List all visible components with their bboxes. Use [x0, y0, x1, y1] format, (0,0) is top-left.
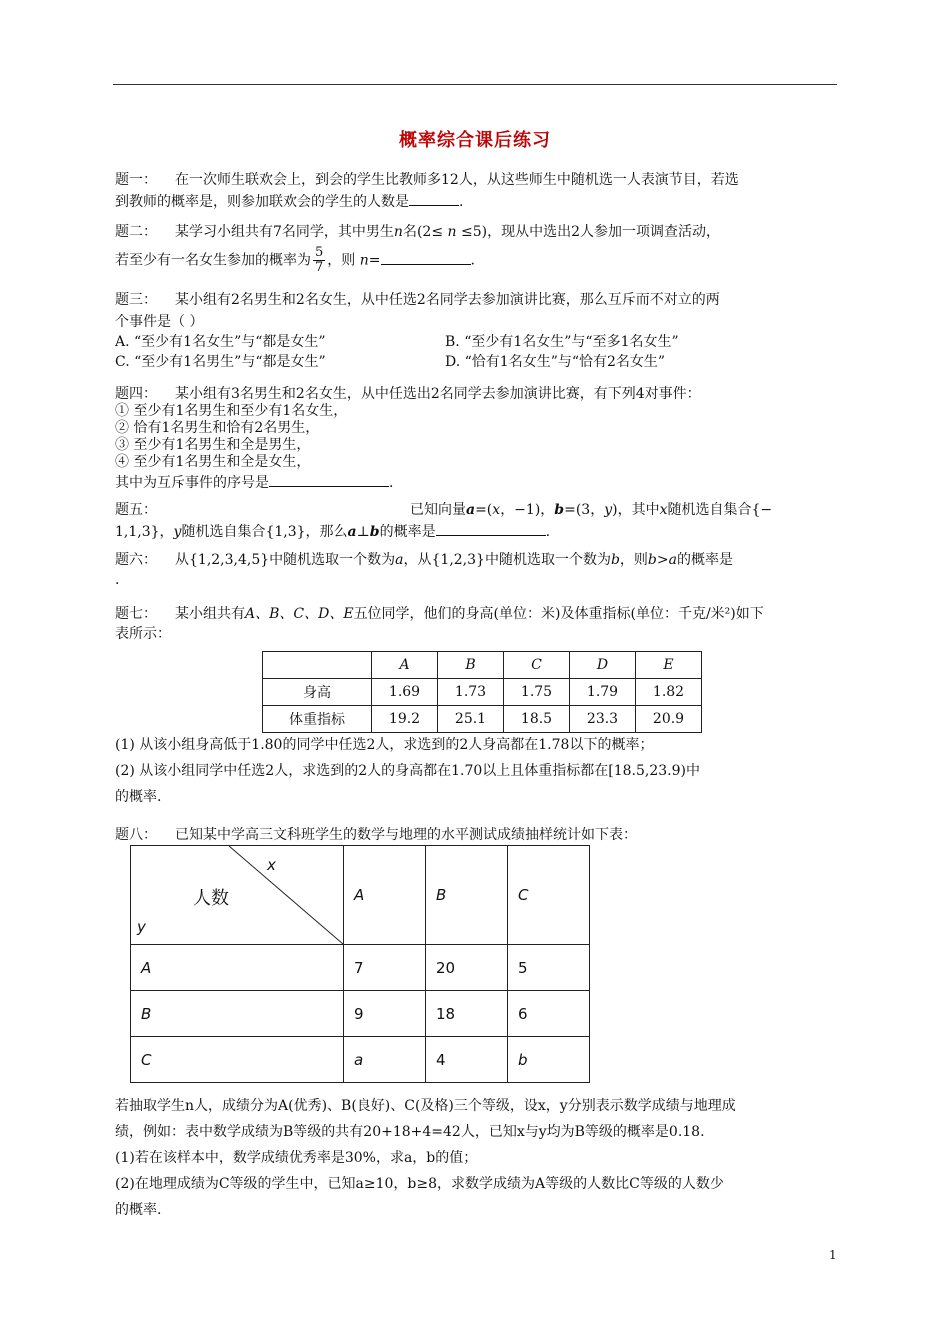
table-header-row [131, 846, 590, 945]
row-header: A [131, 945, 344, 991]
question-label: 题四： [115, 386, 157, 402]
question-label: 题二： [115, 224, 157, 240]
table-row [131, 1037, 590, 1083]
header-rule [113, 84, 837, 85]
diagonal-corner-cell: x 人数 y [131, 846, 344, 945]
list-item: ② 恰有1名男生和恰有2名男生， [115, 420, 320, 436]
table-cell: 25.1 [438, 706, 504, 733]
q1-line1: 在一次师生联欢会上，到会的学生比教师多12人，从这些师生中随机选一人表演节目，若选 [175, 172, 739, 188]
table-cell: 4 [426, 1037, 508, 1083]
part-2: (2)在地理成绩为C等级的学生中，已知a≥10，b≥8，求数学成绩为A等级的人数比C等级的人数少 [115, 1176, 724, 1192]
table-row [131, 945, 590, 991]
option-c: C. “至少有1名男生”与“都是女生” [115, 354, 326, 370]
table-cell: 18 [426, 991, 508, 1037]
question-label: 题一： [115, 172, 157, 188]
answer-blank [436, 520, 546, 536]
question-label: 题六： [115, 552, 157, 568]
part-1: (1) 从该小组身高低于1.80的同学中任选2人，求选到的2人身高都在1.78以下的概率； [115, 737, 654, 753]
option-d: D. “恰有1名女生”与“恰有2名女生” [445, 354, 666, 370]
table-header-row [263, 652, 702, 679]
table-cell: b [508, 1037, 590, 1083]
q1-line2: 到教师的概率是，则参加联欢会的学生的人数是 [115, 194, 409, 210]
option-a: A. “至少有1名女生”与“都是女生” [115, 334, 326, 350]
question-label: 题五： [115, 502, 157, 518]
table-row [131, 991, 590, 1037]
table-cell: 6 [508, 991, 590, 1037]
table-cell: 19.2 [372, 706, 438, 733]
table-cell: 1.69 [372, 679, 438, 706]
diagonal-line [131, 846, 343, 944]
answer-blank [381, 249, 471, 265]
table-header: C [508, 846, 590, 945]
list-item: ③ 至少有1名男生和全是男生， [115, 437, 311, 453]
question-8-text: 若抽取学生n人，成绩分为A(优秀)、B(良好)、C(及格)三个等级，设x，y分别表示数学成绩与地理成 绩，例如：表中数学成绩为B等级的共有20+18+4=42人，已知x与y均为B等级的概率是0.18. (1)若在该样本中，数学成绩优秀率是30%，求a，b的值； (2)在地理成绩为C等级的学生中，已知a≥10，b≥8，求数学成绩为A等级的人数比C等级的人数少 的概率. [115, 1098, 736, 1218]
table-cell: 9 [344, 991, 426, 1037]
table-cell: 体重指标 [263, 706, 372, 733]
table-cell: 1.82 [636, 679, 702, 706]
table-cell: 20.9 [636, 706, 702, 733]
option-b: B. “至少有1名女生”与“至多1名女生” [445, 334, 679, 350]
table-header: A [344, 846, 426, 945]
question-5: 题五： 已知向量a=(x，−1)，b=(3，y)，其中x随机选自集合{− 1,1,3}，y随机选自集合{1,3}，那么a⊥b的概率是 . [115, 502, 773, 540]
table-cell: a [344, 1037, 426, 1083]
table-cell: 7 [344, 945, 426, 991]
answer-blank [409, 190, 459, 206]
question-1: 题一： 在一次师生联欢会上，到会的学生比教师多12人，从这些师生中随机选一人表演节目，若选 到教师的概率是，则参加联欢会的学生的人数是 . [115, 172, 739, 210]
question-label: 题八： [115, 827, 157, 843]
list-item: ① 至少有1名男生和至少有1名女生， [115, 403, 348, 419]
question-7: 题七： 某小组共有A、B、C、D、E五位同学，他们的身高(单位：米)及体重指标(单位：千克/米²)如下 表所示： [115, 606, 764, 642]
question-6: 题六： 从{1,2,3,4,5}中随机选取一个数为a，从{1,2,3}中随机选取一个数为b，则b>a的概率是 . [115, 552, 733, 588]
list-item: ④ 至少有1名男生和全是女生， [115, 454, 311, 470]
question-2: 题二： 某学习小组共有7名同学，其中男生n名(2≤ n ≤5)，现从中选出2人参加一项调查活动， 若至少有一名女生参加的概率为 $\frac{5}{7}$ ，则 n= . [115, 224, 721, 275]
table-cell: 1.73 [438, 679, 504, 706]
table-row [263, 706, 702, 733]
question-4: 题四： 某小组有3名男生和2名女生，从中任选出2名同学去参加演讲比赛，有下列4对事件： ① 至少有1名男生和至少有1名女生， ② 恰有1名男生和恰有2名男生， ③ 至少有1名男生和全是男生， ④ 至少有1名男生和全是女生， 其中为互斥事件的序号是 . [115, 386, 701, 491]
table-header: B [426, 846, 508, 945]
table-row [263, 679, 702, 706]
part-2: (2) 从该小组同学中任选2人，求选到的2人的身高都在1.70以上且体重指标都在[18.5,23.9)中 [115, 763, 700, 779]
table-cell: 身高 [263, 679, 372, 706]
table-cell: 1.75 [504, 679, 570, 706]
row-header: B [131, 991, 344, 1037]
question-label: 题三： [115, 292, 157, 308]
fraction: $\frac{5}{7}$ [315, 245, 324, 275]
question-7-parts: (1) 从该小组身高低于1.80的同学中任选2人，求选到的2人身高都在1.78以下的概率； (2) 从该小组同学中任选2人，求选到的2人的身高都在1.70以上且体重指标都在[18.5,23.9)中 的概率. [115, 737, 700, 805]
table-cell: 20 [426, 945, 508, 991]
table-header: E [636, 652, 702, 679]
table-cell: 18.5 [504, 706, 570, 733]
table-cell: 1.79 [570, 679, 636, 706]
table-header: C [504, 652, 570, 679]
table-header: D [570, 652, 636, 679]
grade-table [130, 845, 590, 1083]
question-3: 题三： 某小组有2名男生和2名女生，从中任选2名同学去参加演讲比赛，那么互斥而不对立的两 个事件是（ ） A. “至少有1名女生”与“都是女生” B. “至少有1名女生”与“至多1名女生” C. “至少有1名男生”与“都是女生” D. “恰有1名女生”与“恰有2名女生” [115, 292, 720, 370]
answer-blank [269, 471, 389, 487]
page-number: 1 [829, 1248, 837, 1262]
question-label: 题七： [115, 606, 157, 622]
row-header: C [131, 1037, 344, 1083]
table-header: B [438, 652, 504, 679]
part-1: (1)若在该样本中，数学成绩优秀率是30%，求a，b的值； [115, 1150, 478, 1166]
table-cell [263, 652, 372, 679]
height-weight-table [262, 651, 702, 733]
page-title: 概率综合课后练习 [399, 130, 551, 151]
question-8: 题八： 已知某中学高三文科班学生的数学与地理的水平测试成绩抽样统计如下表： [115, 827, 637, 843]
table-header: A [372, 652, 438, 679]
table-cell: 23.3 [570, 706, 636, 733]
table-cell: 5 [508, 945, 590, 991]
